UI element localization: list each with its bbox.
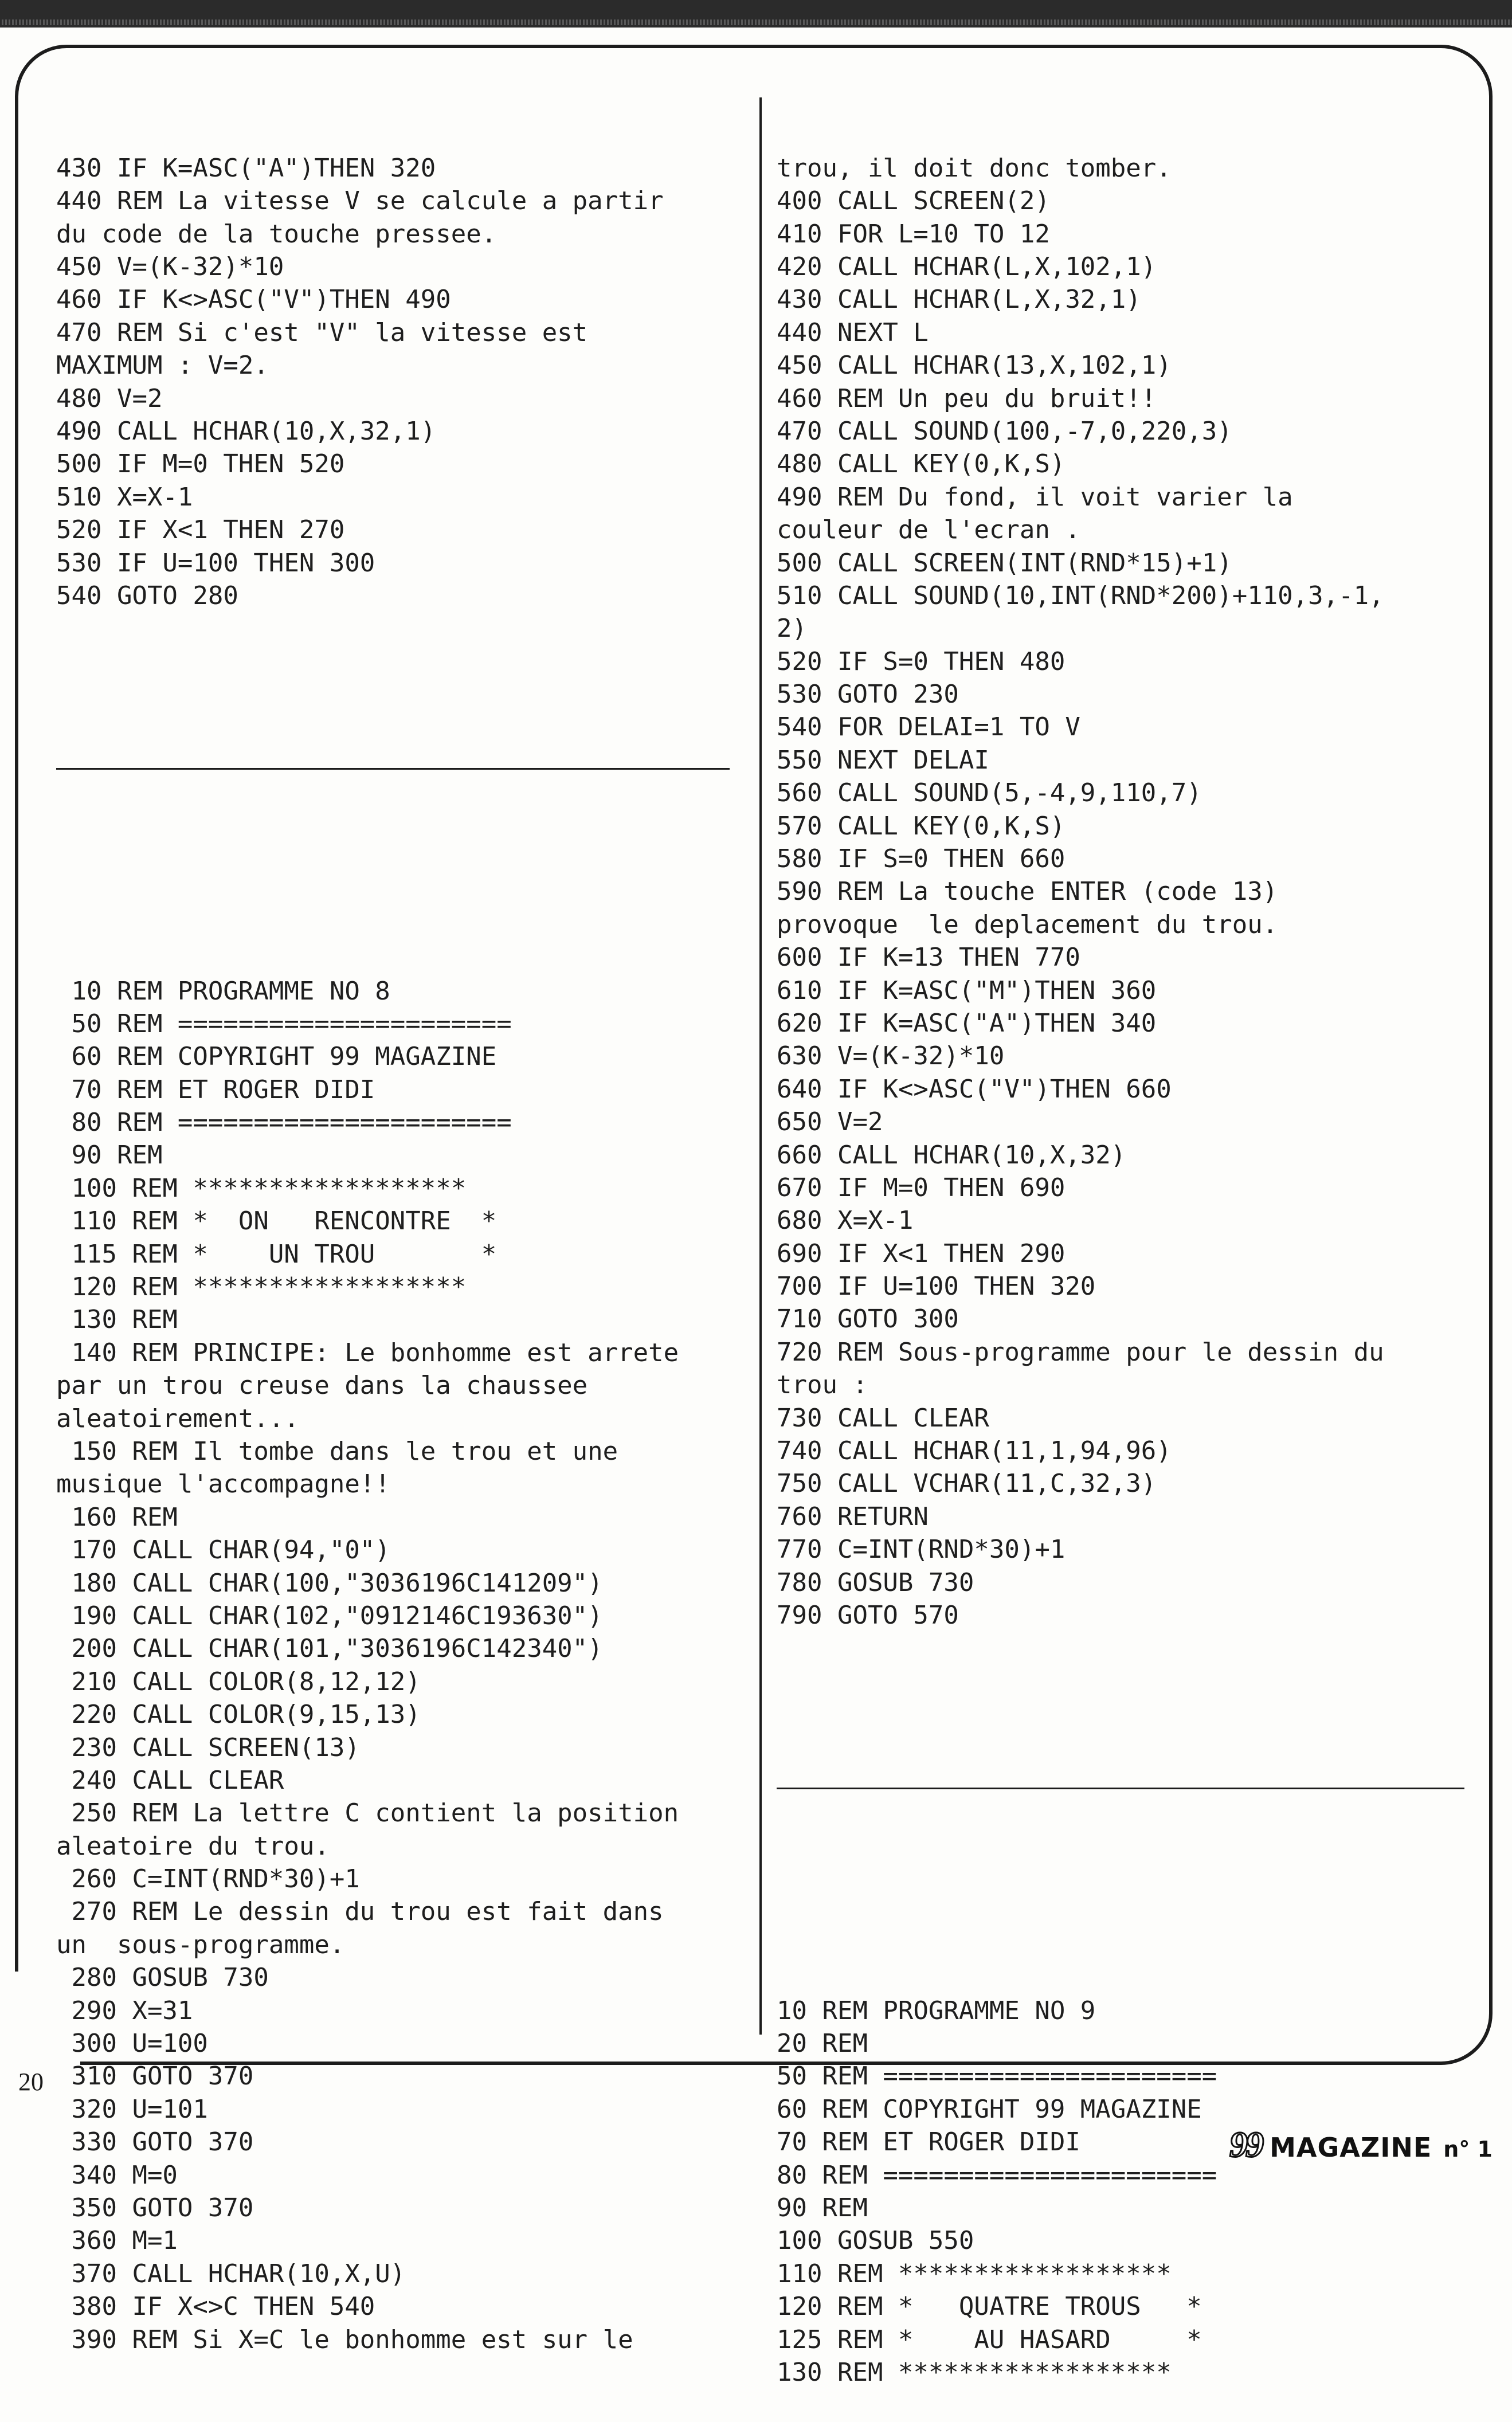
code-line: 80 REM ====================== <box>56 1108 512 1138</box>
code-line: 560 CALL SOUND(5,-4,9,110,7) <box>777 778 1202 808</box>
code-line: provoque le deplacement du trou. <box>777 910 1278 939</box>
code-line: 720 REM Sous-programme pour le dessin du <box>777 1337 1384 1367</box>
code-line: 20 REM <box>777 2029 868 2059</box>
code-line: 450 CALL HCHAR(13,X,102,1) <box>777 351 1172 381</box>
code-line: 140 REM PRINCIPE: Le bonhomme est arrete <box>56 1338 679 1367</box>
code-line: 620 IF K=ASC("A")THEN 340 <box>777 1008 1157 1038</box>
code-line: 650 V=2 <box>777 1107 883 1137</box>
code-line: 10 REM PROGRAMME NO 8 <box>56 976 390 1006</box>
code-line: trou : <box>777 1370 868 1400</box>
code-line: 180 CALL CHAR(100,"3036196C141209") <box>56 1568 603 1598</box>
magazine-logo: 99 <box>1229 2124 1262 2165</box>
code-line: 740 CALL HCHAR(11,1,94,96) <box>777 1436 1172 1466</box>
code-line: 600 IF K=13 THEN 770 <box>777 943 1080 973</box>
code-line: 670 IF M=0 THEN 690 <box>777 1173 1066 1202</box>
code-line: 190 CALL CHAR(102,"0912146C193630") <box>56 1601 603 1631</box>
code-line: 250 REM La lettre C contient la position <box>56 1798 679 1828</box>
code-line: 350 GOTO 370 <box>56 2193 254 2223</box>
code-line: 640 IF K<>ASC("V")THEN 660 <box>777 1074 1172 1104</box>
code-line: 160 REM <box>56 1502 178 1532</box>
code-line: du code de la touche pressee. <box>56 219 497 249</box>
code-line: 110 REM ****************** <box>777 2259 1172 2288</box>
column-divider <box>759 97 762 2035</box>
code-line: 730 CALL CLEAR <box>777 1403 989 1433</box>
code-line: 310 GOTO 370 <box>56 2062 254 2091</box>
code-line: 440 NEXT L <box>777 318 929 347</box>
code-line: 210 CALL COLOR(8,12,12) <box>56 1667 421 1696</box>
code-line: 150 REM Il tombe dans le trou et une <box>56 1437 618 1466</box>
code-line: 2) <box>777 614 807 644</box>
code-line: 750 CALL VCHAR(11,C,32,3) <box>777 1469 1157 1499</box>
code-line: 770 C=INT(RND*30)+1 <box>777 1535 1066 1565</box>
code-line: aleatoire du trou. <box>56 1831 330 1861</box>
code-line: 50 REM ====================== <box>56 1009 512 1038</box>
issue-number: n° 1 <box>1443 2137 1493 2162</box>
code-line: par un trou creuse dans la chaussee <box>56 1371 588 1401</box>
code-line: 430 CALL HCHAR(L,X,32,1) <box>777 285 1141 315</box>
code-line: 200 CALL CHAR(101,"3036196C142340") <box>56 1634 603 1664</box>
code-line: 100 REM ****************** <box>56 1173 467 1203</box>
code-line: 540 GOTO 280 <box>56 581 238 610</box>
code-line: 520 IF S=0 THEN 480 <box>777 646 1066 676</box>
code-listing-program-9 <box>777 1994 1464 2389</box>
code-line: 430 IF K=ASC("A")THEN 320 <box>56 153 436 183</box>
code-line: 90 REM <box>777 2193 868 2223</box>
code-line: 70 REM ET ROGER DIDI <box>777 2127 1080 2157</box>
code-line: 380 IF X<>C THEN 540 <box>56 2292 375 2322</box>
code-line: 530 GOTO 230 <box>777 680 959 710</box>
code-line: 410 FOR L=10 TO 12 <box>777 219 1050 249</box>
code-line: 370 CALL HCHAR(10,X,U) <box>56 2259 406 2288</box>
code-line: 300 U=100 <box>56 2029 208 2059</box>
code-line: 540 FOR DELAI=1 TO V <box>777 712 1080 742</box>
code-line: 420 CALL HCHAR(L,X,102,1) <box>777 252 1157 281</box>
code-line: 590 REM La touche ENTER (code 13) <box>777 877 1278 907</box>
code-line: 240 CALL CLEAR <box>56 1765 284 1795</box>
code-line: 280 GOSUB 730 <box>56 1963 269 1993</box>
code-line: 100 GOSUB 550 <box>777 2226 974 2256</box>
code-line: 550 NEXT DELAI <box>777 745 989 775</box>
code-line: 400 CALL SCREEN(2) <box>777 186 1050 216</box>
code-line: 760 RETURN <box>777 1502 929 1531</box>
top-border-bar <box>0 0 1512 28</box>
code-line: trou, il doit donc tomber. <box>777 153 1172 183</box>
code-line: 520 IF X<1 THEN 270 <box>56 515 345 545</box>
code-line: 90 REM <box>56 1141 163 1170</box>
magazine-footer <box>1229 2123 1493 2164</box>
code-line: 390 REM Si X=C le bonhomme est sur le <box>56 2325 633 2354</box>
code-line: 260 C=INT(RND*30)+1 <box>56 1864 360 1894</box>
code-line: musique l'accompagne!! <box>56 1469 390 1499</box>
code-line: 700 IF U=100 THEN 320 <box>777 1272 1096 1302</box>
code-line: 570 CALL KEY(0,K,S) <box>777 811 1066 841</box>
code-line: 270 REM Le dessin du trou est fait dans <box>56 1897 664 1927</box>
code-line: 490 CALL HCHAR(10,X,32,1) <box>56 416 436 446</box>
code-line: 690 IF X<1 THEN 290 <box>777 1239 1066 1268</box>
code-line: 500 IF M=0 THEN 520 <box>56 449 345 479</box>
code-line: 660 CALL HCHAR(10,X,32) <box>777 1140 1126 1170</box>
code-line: 170 CALL CHAR(94,"0") <box>56 1535 390 1565</box>
right-code-column <box>777 86 1464 2422</box>
code-line: 460 REM Un peu du bruit!! <box>777 383 1157 413</box>
code-line: 130 REM ****************** <box>777 2357 1172 2387</box>
code-line: 60 REM COPYRIGHT 99 MAGAZINE <box>56 1042 497 1072</box>
code-line: 115 REM * UN TROU * <box>56 1239 497 1269</box>
code-line: 480 V=2 <box>56 383 163 413</box>
code-line: 580 IF S=0 THEN 660 <box>777 844 1066 874</box>
code-line: 230 CALL SCREEN(13) <box>56 1733 360 1762</box>
separator-rule <box>777 1788 1464 1789</box>
code-line: 220 CALL COLOR(9,15,13) <box>56 1700 421 1730</box>
code-line: 610 IF K=ASC("M")THEN 360 <box>777 975 1157 1005</box>
code-line: 710 GOTO 300 <box>777 1304 959 1334</box>
code-line: 120 REM ****************** <box>56 1272 467 1302</box>
code-line: aleatoirement... <box>56 1404 299 1433</box>
code-line: 80 REM ====================== <box>777 2160 1217 2190</box>
code-line: 125 REM * AU HASARD * <box>777 2325 1202 2354</box>
code-line: 330 GOTO 370 <box>56 2127 254 2157</box>
code-line: 780 GOSUB 730 <box>777 1567 974 1597</box>
left-code-column <box>56 86 741 2389</box>
code-line: un sous-programme. <box>56 1930 345 1959</box>
code-listing-program-8-continued <box>777 152 1464 1632</box>
code-line: 530 IF U=100 THEN 300 <box>56 548 375 578</box>
code-line: 510 X=X-1 <box>56 482 193 512</box>
code-line: 50 REM ====================== <box>777 2062 1217 2091</box>
code-line: 500 CALL SCREEN(INT(RND*15)+1) <box>777 548 1232 578</box>
code-line: 460 IF K<>ASC("V")THEN 490 <box>56 285 451 315</box>
code-line: 480 CALL KEY(0,K,S) <box>777 449 1066 479</box>
code-line: 790 GOTO 570 <box>777 1601 959 1630</box>
code-line: 450 V=(K-32)*10 <box>56 252 284 281</box>
code-line: 440 REM La vitesse V se calcule a partir <box>56 186 664 216</box>
magazine-name: MAGAZINE <box>1270 2132 1432 2163</box>
code-line: 10 REM PROGRAMME NO 9 <box>777 1996 1096 2025</box>
code-line: 70 REM ET ROGER DIDI <box>56 1075 375 1104</box>
code-line: 340 M=0 <box>56 2160 178 2190</box>
code-line: couleur de l'ecran . <box>777 515 1080 545</box>
code-line: 510 CALL SOUND(10,INT(RND*200)+110,3,-1, <box>777 581 1384 610</box>
code-line: 680 X=X-1 <box>777 1206 914 1236</box>
code-line: 290 X=31 <box>56 1996 193 2025</box>
code-line: 470 REM Si c'est "V" la vitesse est <box>56 318 588 347</box>
code-line: MAXIMUM : V=2. <box>56 351 269 381</box>
code-line: 490 REM Du fond, il voit varier la <box>777 482 1293 512</box>
code-line: 630 V=(K-32)*10 <box>777 1041 1005 1071</box>
page-number: 20 <box>18 2068 44 2096</box>
code-line: 470 CALL SOUND(100,-7,0,220,3) <box>777 416 1232 446</box>
code-line: 130 REM <box>56 1305 178 1335</box>
code-line: 60 REM COPYRIGHT 99 MAGAZINE <box>777 2094 1202 2124</box>
separator-rule <box>56 768 730 770</box>
code-listing-continued <box>56 152 741 612</box>
code-line: 120 REM * QUATRE TROUS * <box>777 2292 1202 2322</box>
code-line: 320 U=101 <box>56 2094 208 2124</box>
code-listing-program-8 <box>56 975 741 2356</box>
code-line: 110 REM * ON RENCONTRE * <box>56 1206 497 1236</box>
code-line: 360 M=1 <box>56 2226 178 2256</box>
